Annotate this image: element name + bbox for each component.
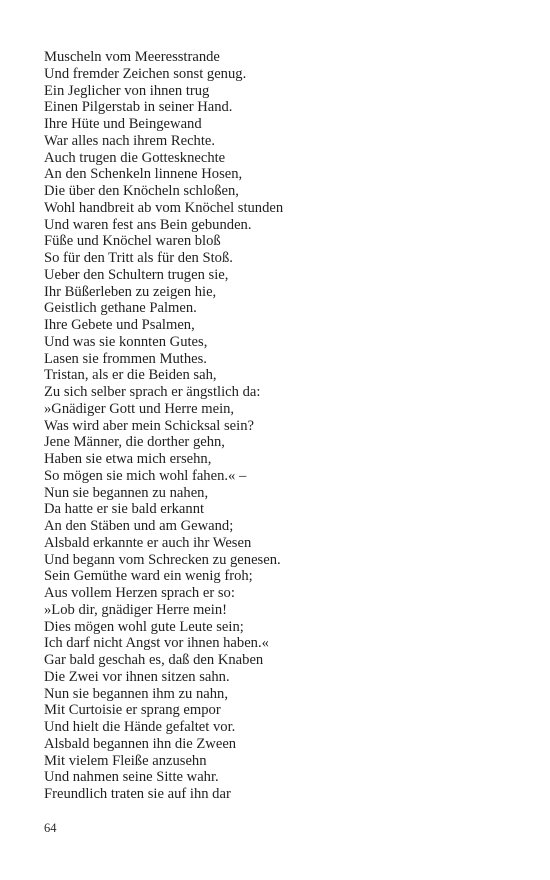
poem-line: Dies mögen wohl gute Leute sein; xyxy=(44,618,244,635)
poem-line: »Lob dir, gnädiger Herre mein! xyxy=(44,601,227,618)
poem-line: Wohl handbreit ab vom Knöchel stunden xyxy=(44,199,284,216)
poem-line: Und was sie konnten Gutes, xyxy=(44,333,208,350)
poem-line: Mit Curtoisie er sprang empor xyxy=(44,702,221,719)
poem-line: Und waren fest ans Bein gebunden. xyxy=(44,216,252,233)
poem-line: Nun sie begannen ihm zu nahn, xyxy=(44,685,228,702)
poem-text xyxy=(44,49,283,803)
poem-line: Tristan, als er die Beiden sah, xyxy=(44,367,217,384)
poem-line: So mögen sie mich wohl fahen.« – xyxy=(44,467,247,484)
poem-line: Und hielt die Hände gefaltet vor. xyxy=(44,719,236,735)
poem-line: Einen Pilgerstab in seiner Hand. xyxy=(44,99,233,116)
poem-line: Auch trugen die Gottesknechte xyxy=(44,149,226,166)
poem-line: War alles nach ihrem Rechte. xyxy=(44,132,216,149)
poem-line: Mit vielem Fleiße anzusehn xyxy=(44,752,207,769)
poem-line: Ich darf nicht Angst vor ihnen haben.« xyxy=(44,635,269,652)
poem-line: Die über den Knöcheln schloßen, xyxy=(44,183,239,199)
poem-line: Ein Jeglicher von ihnen trug xyxy=(44,82,210,99)
poem-line: Füße und Knöchel waren bloß xyxy=(44,233,221,250)
poem-line: Haben sie etwa mich ersehn, xyxy=(44,451,212,467)
poem-line: Und nahmen seine Sitte wahr. xyxy=(44,769,219,786)
poem-line: Die Zwei vor ihnen sitzen sahn. xyxy=(44,668,230,685)
poem-line: Da hatte er sie bald erkannt xyxy=(44,501,205,518)
poem-line: Lasen sie frommen Muthes. xyxy=(44,350,207,367)
poem-line: Freundlich traten sie auf ihn dar xyxy=(44,786,231,802)
poem-line: Muscheln vom Meeresstrande xyxy=(44,49,220,65)
poem-line: Aus vollem Herzen sprach er so: xyxy=(44,585,235,601)
poem-line: An den Stäben und am Gewand; xyxy=(44,518,234,534)
poem-line: Alsbald erkannte er auch ihr Wesen xyxy=(44,534,252,551)
poem-line: Jene Männer, die dorther gehn, xyxy=(44,434,225,451)
poem-line: Ueber den Schultern trugen sie, xyxy=(44,266,229,283)
poem-line: Sein Gemüthe ward ein wenig froh; xyxy=(44,568,253,585)
poem-line: An den Schenkeln linnene Hosen, xyxy=(44,166,243,183)
poem-line: »Gnädiger Gott und Herre mein, xyxy=(44,400,235,417)
poem-line: Und begann vom Schrecken zu genesen. xyxy=(44,551,281,568)
poem-line: Ihr Büßerleben zu zeigen hie, xyxy=(44,283,217,300)
poem-line: Und fremder Zeichen sonst genug. xyxy=(44,65,247,82)
poem-line: Nun sie begannen zu nahen, xyxy=(44,484,209,501)
poem-line: Was wird aber mein Schicksal sein? xyxy=(44,417,254,434)
poem-line: Ihre Gebete und Psalmen, xyxy=(44,317,195,333)
poem-line: Zu sich selber sprach er ängstlich da: xyxy=(44,384,261,400)
poem-line: Ihre Hüte und Beingewand xyxy=(44,116,202,132)
poem-line: So für den Tritt als für den Stoß. xyxy=(44,250,233,266)
poem-line: Gar bald geschah es, daß den Knaben xyxy=(44,652,264,668)
poem-line: Geistlich gethane Palmen. xyxy=(44,300,197,317)
page-number: 64 xyxy=(44,821,57,835)
poem-line: Alsbald begannen ihn die Zween xyxy=(44,735,237,752)
